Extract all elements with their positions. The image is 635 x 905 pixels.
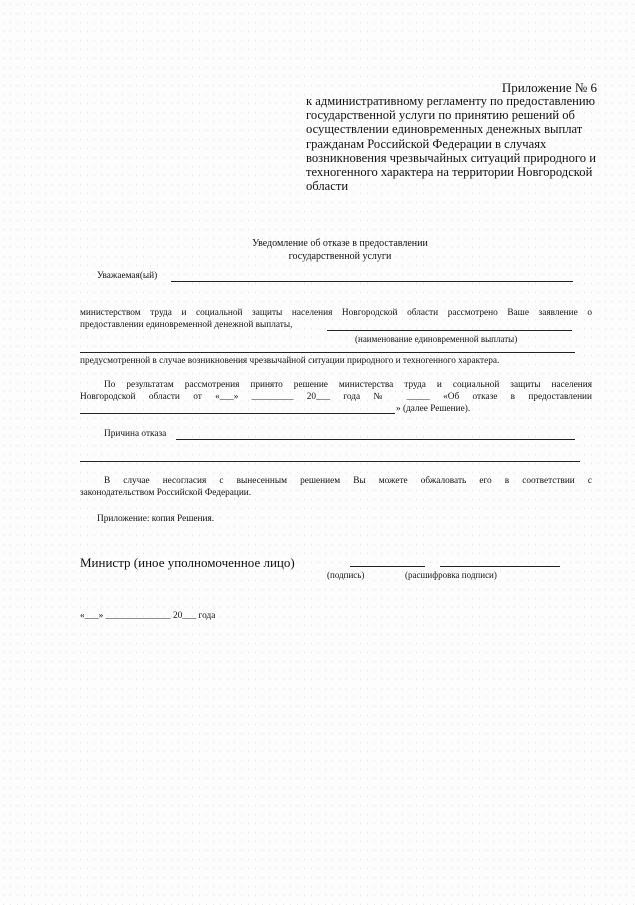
paragraph-2-line2: Новгородской области от «___» _________ 20___ года № _____ «Об отказе в предоставлении xyxy=(80,392,592,402)
date-line: «___» ______________ 20___ года xyxy=(80,611,216,621)
reason-line xyxy=(176,439,575,440)
paragraph-1-line1: министерством труда и социальной защиты населения Новгородской области рассмотрено Ваше заявление о xyxy=(80,308,592,318)
signature-decode-caption: (расшифровка подписи) xyxy=(405,570,497,580)
reason-label: Причина отказа xyxy=(104,429,167,439)
minister-label: Министр (иное уполномоченное лицо) xyxy=(80,555,295,570)
paragraph-3-line2: законодательством Российской Федерации. xyxy=(80,488,252,498)
signature-decode-line xyxy=(440,566,560,567)
paragraph-2-line3: » (далее Решение). xyxy=(396,404,471,414)
paragraph-1-line3: предусмотренной в случае возникновения чрезвычайной ситуации природного и техногенного характера. xyxy=(80,356,500,366)
payment-caption: (наименование единовременной выплаты) xyxy=(355,334,518,344)
payment-name-line xyxy=(327,330,572,331)
appendix-text: к административному регламенту по предоставлению государственной услуги по принятию решений об осуществлении единовременных денежных выплат гражданам Российской Федерации в случаях возникновения чрезвычайных ситуаций природного и техногенного характера на территории Новгородской области xyxy=(306,94,596,194)
recipient-name-line xyxy=(171,281,573,282)
paragraph-1-line2: предоставлении единовременной денежной выплаты, xyxy=(80,320,293,330)
paragraph-3-line1: В случае несогласия с вынесенным решением Вы можете обжаловать его в соответствии с xyxy=(104,476,592,486)
blank-line-2 xyxy=(80,461,580,462)
appendix-title: Приложение № 6 xyxy=(501,80,597,95)
signature-caption: (подпись) xyxy=(327,570,365,580)
paragraph-2-line1: По результатам рассмотрения принято решение министерства труда и социальной защиты населения xyxy=(104,380,592,390)
blank-line-1 xyxy=(80,352,575,353)
notice-heading xyxy=(140,237,540,263)
notice-heading-line1: Уведомление об отказе в предоставлении xyxy=(252,238,428,249)
attachment-note: Приложение: копия Решения. xyxy=(97,514,215,524)
salutation-label: Уважаемая(ый) xyxy=(97,271,158,281)
signature-line xyxy=(350,566,425,567)
notice-heading-line2: государственной услуги xyxy=(288,251,392,262)
decision-title-line xyxy=(80,413,395,414)
